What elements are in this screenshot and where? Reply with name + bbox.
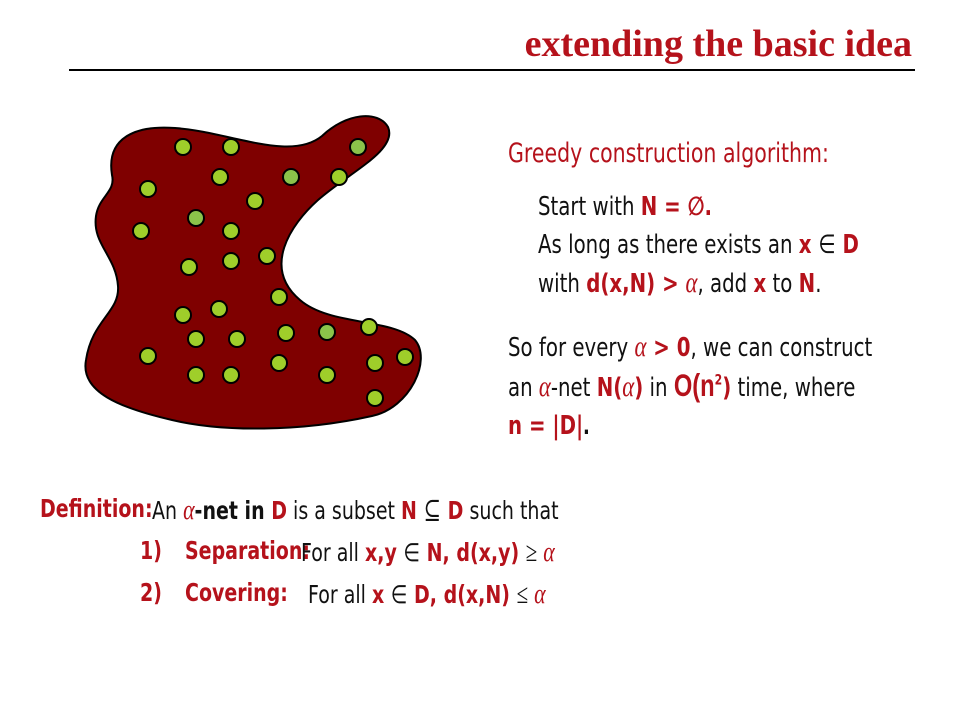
- definition-line-1: An α-net in D is a subset N ⊆ D such that: [152, 494, 559, 526]
- point: [283, 169, 299, 185]
- point: [133, 223, 149, 239]
- point: [188, 367, 204, 383]
- point: [319, 367, 335, 383]
- point: [271, 355, 287, 371]
- result-line-2: an α-net N(α) in $O(n^2)$ time, where: [508, 368, 856, 403]
- point: [175, 139, 191, 155]
- point: [350, 139, 366, 155]
- point: [367, 355, 383, 371]
- covering-label: Covering:: [185, 578, 288, 607]
- point: [223, 367, 239, 383]
- point: [278, 325, 294, 341]
- definition-item-2-number: 2): [140, 578, 162, 607]
- region-D: [85, 116, 420, 428]
- algorithm-heading: Greedy construction algorithm:: [508, 138, 829, 169]
- point: [175, 307, 191, 323]
- point: [367, 390, 383, 406]
- slide-title: extending the basic idea: [524, 23, 912, 65]
- point: [223, 253, 239, 269]
- definition-label: Definition:: [40, 494, 153, 523]
- point: [259, 248, 275, 264]
- point: [188, 210, 204, 226]
- point: [361, 319, 377, 335]
- point: [140, 348, 156, 364]
- covering-condition: For all x ∈ D, d(x,N) ≤ α: [308, 578, 546, 610]
- point: [223, 223, 239, 239]
- point: [271, 289, 287, 305]
- algorithm-line-3: with d(x,N) > α, add x to N.: [538, 266, 822, 299]
- point: [188, 331, 204, 347]
- point: [397, 349, 413, 365]
- point: [229, 331, 245, 347]
- point: [181, 259, 197, 275]
- separation-label: Separation:: [185, 536, 310, 565]
- point: [319, 324, 335, 340]
- point: [223, 139, 239, 155]
- point: [212, 169, 228, 185]
- result-line-3: n = |D|.: [508, 408, 590, 441]
- point: [140, 181, 156, 197]
- result-line-1: So for every α > 0, we can construct: [508, 330, 873, 363]
- point: [331, 169, 347, 185]
- algorithm-line-2: As long as there exists an x ∈ D: [538, 230, 859, 260]
- definition-item-1-number: 1): [140, 536, 162, 565]
- point: [211, 301, 227, 317]
- point: [247, 193, 263, 209]
- separation-condition: For all x,y ∈ N, d(x,y) ≥ α: [301, 536, 555, 568]
- algorithm-line-1: Start with N = ∅.: [538, 192, 713, 222]
